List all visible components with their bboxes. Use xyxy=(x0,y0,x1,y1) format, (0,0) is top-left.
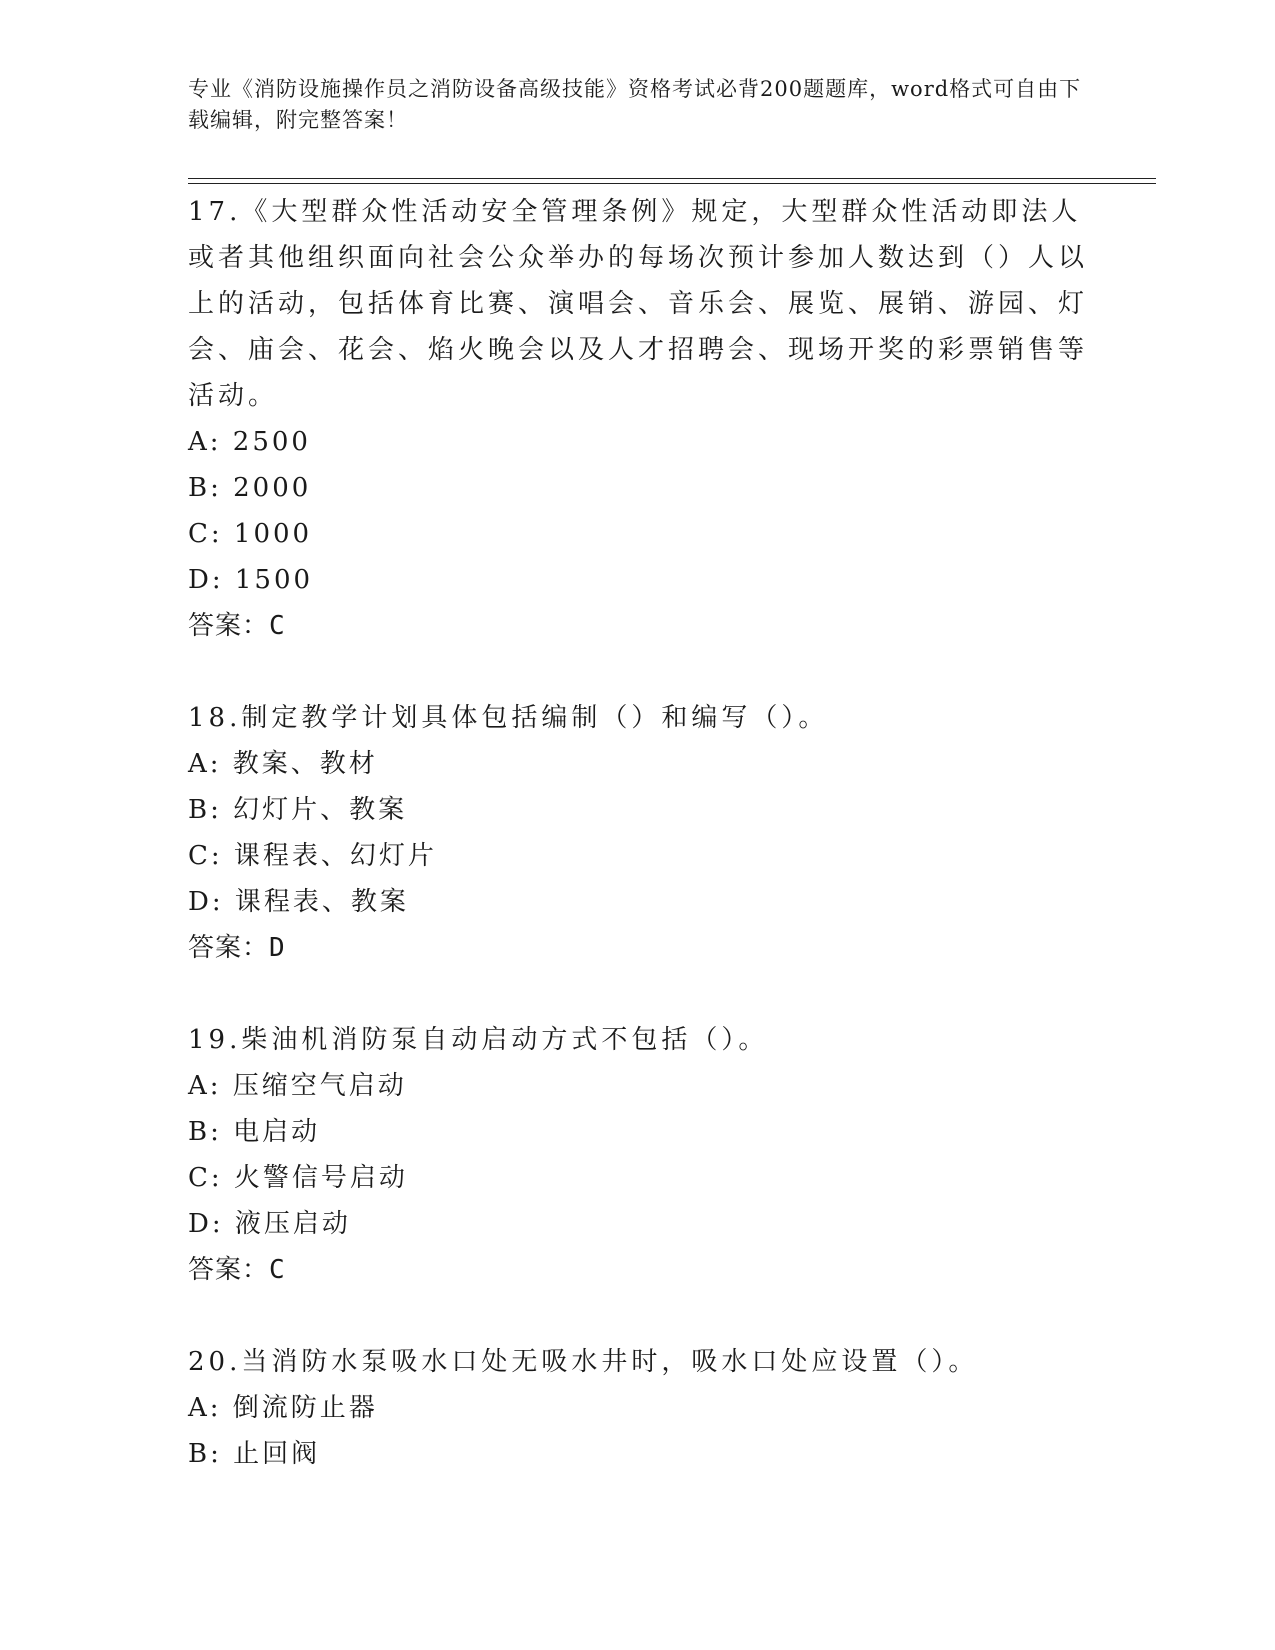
answer-label: 答案： xyxy=(188,933,270,963)
answer-line xyxy=(188,925,1088,971)
question-19 xyxy=(188,1017,1088,1293)
option-c: C: 1000 xyxy=(188,519,313,549)
header-rule-top xyxy=(188,178,1156,179)
option-b: B: 电启动 xyxy=(188,1117,321,1147)
option-d: D: 课程表、教案 xyxy=(188,887,409,917)
header-rule-bottom xyxy=(188,183,1156,184)
option-b: B: 2000 xyxy=(188,473,312,503)
question-text: 19.柴油机消防泵自动启动方式不包括（）。 xyxy=(188,1025,769,1055)
answer-value: C xyxy=(269,1255,286,1285)
answer-value: D xyxy=(269,933,286,963)
question-list xyxy=(188,189,1088,1477)
option-d: D: 液压启动 xyxy=(188,1209,351,1239)
answer-value: C xyxy=(269,611,286,641)
option-a: A: 2500 xyxy=(188,427,311,457)
option-b: B: 止回阀 xyxy=(188,1439,321,1469)
question-text: 20.当消防水泵吸水口处无吸水井时，吸水口处应设置（）。 xyxy=(188,1347,979,1377)
question-text: 18.制定教学计划具体包括编制（）和编写（）。 xyxy=(188,703,829,733)
question-18 xyxy=(188,695,1088,971)
option-a: A: 压缩空气启动 xyxy=(188,1071,407,1101)
option-a: A: 教案、教材 xyxy=(188,749,378,779)
answer-label: 答案： xyxy=(188,611,270,641)
question-17 xyxy=(188,189,1088,649)
option-a: A: 倒流防止器 xyxy=(188,1393,378,1423)
question-text: 17.《大型群众性活动安全管理条例》规定，大型群众性活动即法人或者其他组织面向社会公众举办的每场次预计参加人数达到（）人以上的活动，包括体育比赛、演唱会、音乐会、展览、展销、游园、灯会、庙会、花会、焰火晚会以及人才招聘会、现场开奖的彩票销售等活动。 xyxy=(188,197,1089,411)
option-c: C: 火警信号启动 xyxy=(188,1163,408,1193)
option-d: D: 1500 xyxy=(188,565,314,595)
option-b: B: 幻灯片、教案 xyxy=(188,795,408,825)
question-20 xyxy=(188,1339,1088,1477)
document-header: 专业《消防设施操作员之消防设备高级技能》资格考试必背200题题库，word格式可自由下载编辑，附完整答案！ xyxy=(188,77,1082,132)
answer-line xyxy=(188,1247,1088,1293)
answer-label: 答案： xyxy=(188,1255,270,1285)
answer-line xyxy=(188,603,1088,649)
option-c: C: 课程表、幻灯片 xyxy=(188,841,437,871)
